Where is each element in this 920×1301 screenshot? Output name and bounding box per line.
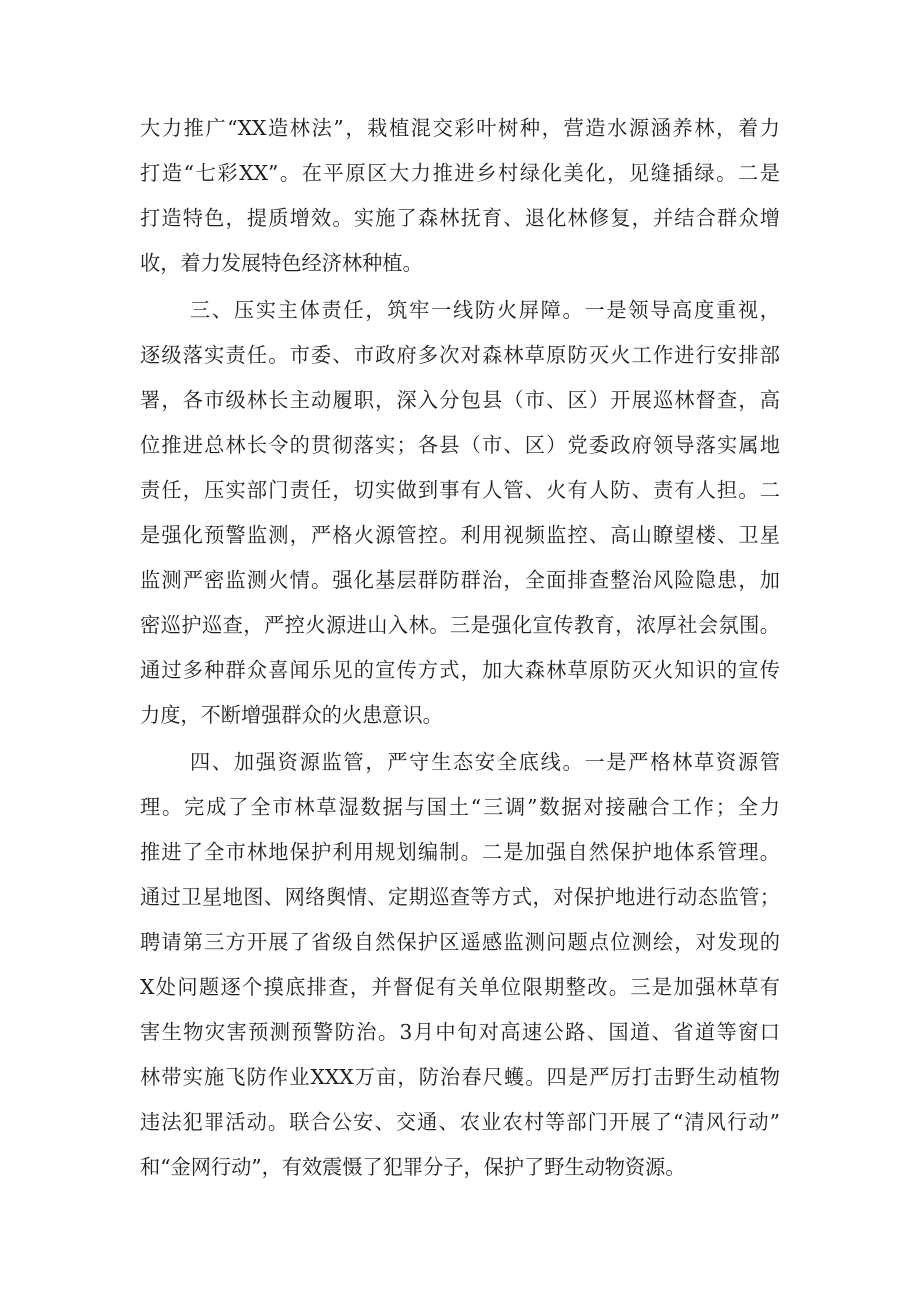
text-line: 害生物灾害预测预警防治。3月中旬对高速公路、国道、省道等窗口 <box>140 1020 780 1044</box>
text-line: 大力推广“XX造林法”，栽植混交彩叶树种，营造水源涵养林，着力 <box>140 116 780 140</box>
section-heading-line: 三、压实主体责任，筑牢一线防火屏障。一是领导高度重视， <box>190 298 780 322</box>
section-heading-line: 四、加强资源监管，严守生态安全底线。一是严格林草资源管 <box>190 750 780 774</box>
text-line: 逐级落实责任。市委、市政府多次对森林草原防灭火工作进行安排部 <box>140 343 780 367</box>
text-line: 打造“七彩XX”。在平原区大力推进乡村绿化美化，见缝插绿。二是 <box>140 161 780 185</box>
text-line: 通过多种群众喜闻乐见的宣传方式，加大森林草原防灭火知识的宣传 <box>140 658 780 682</box>
text-line: 责任，压实部门责任，切实做到事有人管、火有人防、责有人担。二 <box>140 478 780 502</box>
text-line: 位推进总林长令的贯彻落实；各县（市、区）党委政府领导落实属地 <box>140 433 780 457</box>
text-line: 打造特色，提质增效。实施了森林抚育、退化林修复，并结合群众增 <box>140 206 780 230</box>
text-line: 聘请第三方开展了省级自然保护区遥感监测问题点位测绘，对发现的 <box>140 930 780 954</box>
text-line: 违法犯罪活动。联合公安、交通、农业农村等部门开展了“清风行动” <box>140 1110 780 1134</box>
text-line: 推进了全市林地保护利用规划编制。二是加强自然保护地体系管理。 <box>140 840 780 864</box>
text-line: 林带实施飞防作业XXX万亩，防治春尺蠖。四是严厉打击野生动植物 <box>140 1065 780 1089</box>
text-line: 监测严密监测火情。强化基层群防群治，全面排查整治风险隐患，加 <box>140 568 780 592</box>
text-line: 是强化预警监测，严格火源管控。利用视频监控、高山瞭望楼、卫星 <box>140 523 780 547</box>
text-line: 力度，不断增强群众的火患意识。 <box>140 703 443 727</box>
text-line: 密巡护巡查，严控火源进山入林。三是强化宣传教育，浓厚社会氛围。 <box>140 613 780 637</box>
text-line: 理。完成了全市林草湿数据与国土“三调”数据对接融合工作；全力 <box>140 795 780 819</box>
text-line: 和“金网行动”，有效震慑了犯罪分子，保护了野生动物资源。 <box>140 1155 686 1179</box>
text-line: 署，各市级林长主动履职，深入分包县（市、区）开展巡林督查，高 <box>140 388 780 412</box>
text-line: 通过卫星地图、网络舆情、定期巡查等方式，对保护地进行动态监管； <box>140 885 780 909</box>
text-line: 收，着力发展特色经济林种植。 <box>140 251 423 275</box>
text-line: X处问题逐个摸底排查，并督促有关单位限期整改。三是加强林草有 <box>140 975 780 999</box>
